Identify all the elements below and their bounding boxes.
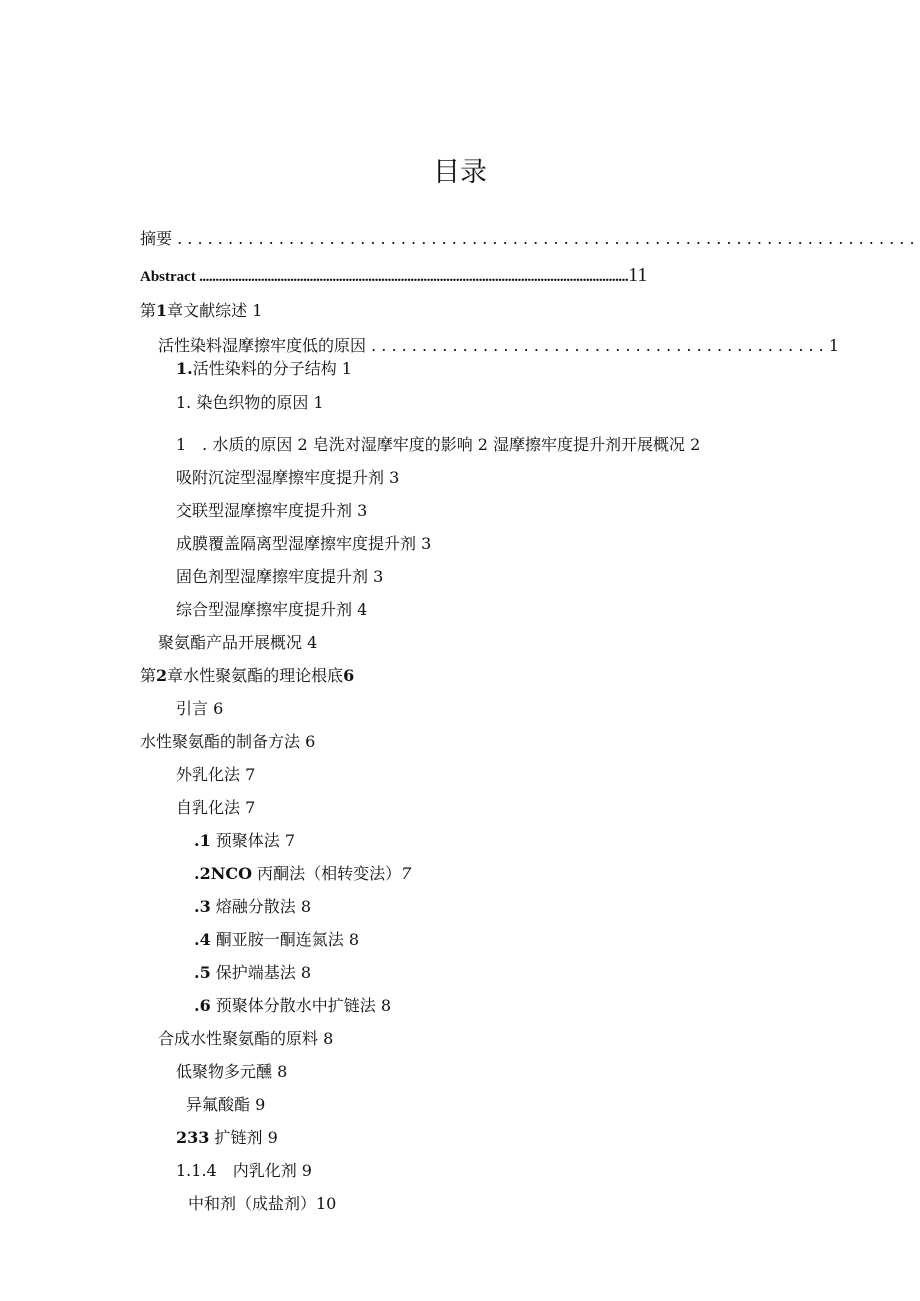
entry-text: 保护端基法 8 bbox=[210, 963, 312, 982]
entry-text: 综合型湿摩擦牢度提升剂 4 bbox=[176, 600, 368, 619]
toc-entry[interactable] bbox=[176, 797, 255, 819]
page-number: 11 bbox=[628, 264, 648, 286]
entry-number: .5 bbox=[194, 963, 211, 982]
entry-text: 异氟酸酯 9 bbox=[186, 1095, 266, 1114]
chapter-prefix: 第 bbox=[140, 301, 157, 320]
toc-entry[interactable] bbox=[186, 1094, 265, 1116]
toc-entry[interactable] bbox=[194, 962, 311, 984]
toc-entry-chapter-2[interactable] bbox=[140, 665, 354, 687]
entry-text: 引言 6 bbox=[176, 699, 224, 718]
entry-text: 外乳化法 7 bbox=[176, 765, 256, 784]
toc-entry[interactable] bbox=[158, 1028, 333, 1050]
entry-number: .4 bbox=[194, 930, 211, 949]
entry-text: 1 . 水质的原因 2 皂洗对湿摩牢度的影响 2 湿摩擦牢度提升剂开展概况 2 bbox=[176, 435, 701, 454]
toc-entry[interactable] bbox=[176, 1160, 312, 1182]
entry-text: 自乳化法 7 bbox=[176, 798, 256, 817]
entry-text: 预聚体法 7 bbox=[210, 831, 296, 850]
entry-text: 章文献综述 1 bbox=[167, 301, 263, 320]
chapter-prefix: 第 bbox=[140, 666, 157, 685]
dot-leader: . . . . . . . . . . . . . . . . . . . . . . . . . . . . . . . . . . . . . . . . . . . . . bbox=[366, 336, 824, 355]
toc-entry[interactable] bbox=[176, 1061, 287, 1083]
toc-entry[interactable] bbox=[194, 995, 391, 1017]
toc-entry[interactable] bbox=[188, 1193, 336, 1215]
entry-text: 水性聚氨酯的制备方法 6 bbox=[140, 732, 316, 751]
entry-text: 1.1.4 内乳化剂 9 bbox=[176, 1161, 312, 1180]
toc-entry[interactable] bbox=[158, 632, 317, 654]
entry-text: 固色剂型湿摩擦牢度提升剂 3 bbox=[176, 567, 384, 586]
toc-entry[interactable] bbox=[176, 467, 399, 489]
toc-entry[interactable] bbox=[140, 731, 315, 753]
entry-number: .2NCO bbox=[194, 864, 252, 883]
toc-entry-abstract-en[interactable] bbox=[140, 264, 647, 288]
toc-entry[interactable] bbox=[194, 929, 359, 951]
dot-leader: .................................................................................................................................... bbox=[195, 269, 629, 285]
entry-text: 丙酮法（相转变法） bbox=[252, 864, 402, 883]
toc-entry[interactable] bbox=[194, 896, 311, 918]
toc-entry[interactable] bbox=[176, 698, 223, 720]
toc-entry[interactable] bbox=[176, 434, 700, 456]
entry-text: 酮亚胺一酮连氮法 8 bbox=[210, 930, 360, 949]
entry-text: 吸附沉淀型湿摩擦牢度提升剂 3 bbox=[176, 468, 400, 487]
entry-text: 合成水性聚氨酯的原料 8 bbox=[158, 1029, 334, 1048]
entry-text: 扩链剂 9 bbox=[209, 1128, 278, 1147]
entry-text: 成膜覆盖隔离型湿摩擦牢度提升剂 3 bbox=[176, 534, 432, 553]
entry-text: 预聚体分散水中扩链法 8 bbox=[210, 996, 392, 1015]
toc-entry-chapter-1[interactable] bbox=[140, 300, 262, 322]
entry-text: 交联型湿摩擦牢度提升剂 3 bbox=[176, 501, 368, 520]
entry-text: 熔融分散法 8 bbox=[210, 897, 312, 916]
chapter-number: 2 bbox=[156, 666, 168, 685]
entry-number: 233 bbox=[176, 1128, 210, 1147]
entry-text: 聚氨酯产品开展概况 4 bbox=[158, 633, 318, 652]
toc-title: 目录 bbox=[433, 157, 487, 188]
entry-number: 1. bbox=[176, 359, 193, 378]
toc-entry[interactable] bbox=[176, 566, 383, 588]
entry-number: .1 bbox=[194, 831, 211, 850]
toc-entry[interactable] bbox=[176, 1127, 278, 1149]
toc-entry[interactable] bbox=[194, 830, 295, 852]
page-number: 6 bbox=[343, 666, 355, 685]
entry-text: 活性染料湿摩擦牢度低的原因 bbox=[158, 336, 367, 355]
toc-entry[interactable] bbox=[176, 599, 367, 621]
entry-number: .3 bbox=[194, 897, 211, 916]
toc-entry[interactable] bbox=[176, 533, 431, 555]
entry-text: Abstract bbox=[140, 269, 196, 285]
dot-leader: . . . . . . . . . . . . . . . . . . . . . . . . . . . . . . . . . . . . . . . . . . . . . . . . . . . . . . . . . . . . . . . . . . . . . . . . . bbox=[172, 229, 915, 248]
entry-number: .6 bbox=[194, 996, 211, 1015]
toc-entry-section-1-1[interactable] bbox=[158, 335, 839, 357]
entry-text: 章水性聚氨酯的理论根底 bbox=[167, 666, 344, 685]
toc-entry[interactable] bbox=[176, 358, 352, 380]
entry-text: 低聚物多元醺 8 bbox=[176, 1062, 288, 1081]
page-number: 7 bbox=[401, 864, 412, 883]
entry-text: 活性染料的分子结构 1 bbox=[192, 359, 352, 378]
entry-text: 1. 染色织物的原因 1 bbox=[176, 393, 324, 412]
toc-entry[interactable] bbox=[176, 392, 324, 414]
toc-entry[interactable] bbox=[194, 863, 411, 885]
entry-text: 摘要 bbox=[140, 229, 173, 248]
toc-entry[interactable] bbox=[176, 500, 367, 522]
page-number: 1 bbox=[828, 336, 840, 355]
toc-entry-abstract-cn[interactable] bbox=[140, 228, 915, 250]
chapter-number: 1 bbox=[156, 301, 168, 320]
entry-text: 中和剂（成盐剂）10 bbox=[188, 1194, 337, 1213]
toc-entry[interactable] bbox=[176, 764, 255, 786]
